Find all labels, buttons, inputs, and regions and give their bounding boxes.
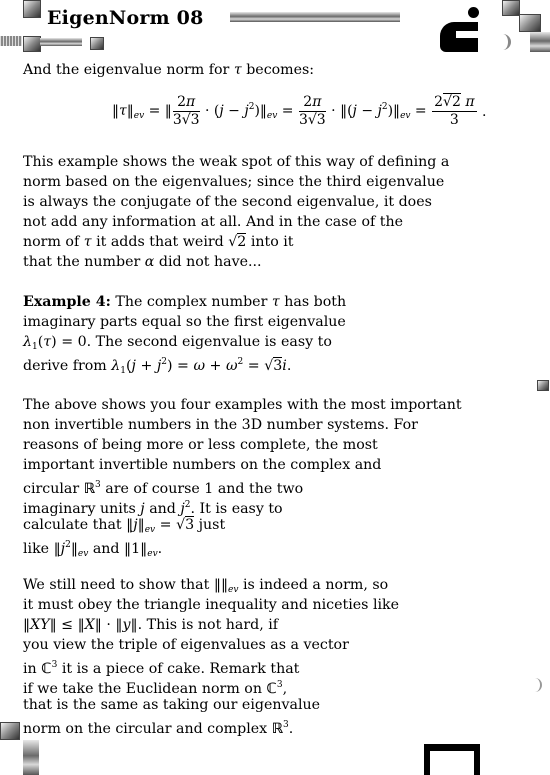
- above-line-4: important invertible numbers on the complex and: [23, 457, 382, 473]
- example4-line-4: derive from $\lambda_1(j + j^2) = \omega + \omega^2 = √3i$.: [23, 357, 292, 376]
- norm-line-6: if we take the Euclidean norm on ℂ$^3$,: [23, 680, 288, 697]
- footer-block-inner: [430, 751, 474, 775]
- norm-line-7: that is the same as taking our eigenvalue: [23, 697, 321, 713]
- above-line-3: reasons of being more or less complete, the most: [23, 437, 378, 453]
- example4-line-1: Example 4: The complex number τ has both: [23, 294, 347, 310]
- header-dot: [468, 7, 479, 18]
- footer-tile-left: [0, 722, 20, 740]
- above-line-8: like $‖j^2‖_{ev}$ and $‖1‖_{ev}$.: [23, 540, 163, 559]
- example4-line-3: $\lambda_1(\tau) = 0$. The second eigenvalue is easy to: [23, 334, 332, 352]
- norm-line-1: We still need to show that $‖‖_{ev}$ is indeed a norm, so: [23, 577, 389, 595]
- weak-line-1: This example shows the weak spot of this way of defining a: [23, 154, 450, 170]
- header-tile-5: [519, 14, 541, 32]
- header-tile-1: [23, 0, 41, 18]
- header-tile-3: [90, 37, 104, 50]
- fraction-2sqrt2pi-over-3: $\frac{2√2 \pi}{3}$: [434, 94, 475, 128]
- fraction-2pi-over-3sqrt3: $\frac{2\pi}{3√3}$: [298, 94, 326, 128]
- header-bar-small: [40, 38, 82, 46]
- norm-line-2: it must obey the triangle inequality and niceties like: [23, 597, 400, 613]
- footer-bar-left: [23, 740, 39, 775]
- header-bar-right: [530, 32, 550, 52]
- side-arc-right: [535, 678, 542, 692]
- side-tile-right: [537, 380, 549, 391]
- header-block-inner: [456, 31, 480, 38]
- weak-line-3: is always the conjugate of the second eigenvalue, it does: [23, 194, 432, 210]
- header-tile-2: [23, 36, 41, 52]
- above-line-2: non invertible numbers in the 3D number systems. For: [23, 417, 418, 433]
- norm-equation: $‖\tau‖_{ev}$ = ‖ $\frac{2\pi}{3√3}$ · $(j - j^2)‖_{ev}$ = $\frac{2\pi}{3√3}$ · ‖(j − $j^2)‖_{ev}$ = $\frac{2√2 \pi}{3}$ .: [112, 94, 487, 128]
- weak-line-5: norm of τ it adds that weird √2 into it: [23, 234, 294, 250]
- header-tile-4: [502, 0, 520, 16]
- norm-line-4: you view the triple of eigenvalues as a vector: [23, 637, 349, 653]
- fraction-2pi-over-3sqrt3: $\frac{2\pi}{3√3}$: [172, 94, 200, 128]
- above-line-6: imaginary units j and $j^2$. It is easy to: [23, 500, 283, 517]
- weak-line-6: that the number α did not have...: [23, 254, 262, 270]
- intro-line: And the eigenvalue norm for τ becomes:: [23, 62, 315, 78]
- weak-line-2: norm based on the eigenvalues; since the third eigenvalue: [23, 174, 445, 190]
- example4-line-2: imaginary parts equal so the first eigenvalue: [23, 314, 346, 330]
- norm-line-8: norm on the circular and complex ℝ$^3$.: [23, 720, 294, 737]
- above-line-1: The above shows you four examples with the most important: [23, 397, 462, 413]
- norm-line-5: in ℂ$^3$ it is a piece of cake. Remark that: [23, 660, 300, 677]
- header-arc: [500, 34, 511, 50]
- weak-line-4: not add any information at all. And in the case of the: [23, 214, 403, 230]
- above-line-7: calculate that $‖j‖_{ev} = √3$ just: [23, 517, 226, 535]
- header-decoration-left: [0, 36, 22, 46]
- above-line-5: circular ℝ$^3$ are of course 1 and the two: [23, 480, 304, 497]
- norm-line-3: ‖XY‖ ≤ ‖X‖ · ‖y‖. This is not hard, if: [23, 617, 279, 633]
- example4-label: Example 4:: [23, 294, 111, 310]
- header-bar-wide: [230, 12, 400, 22]
- page-title: EigenNorm 08: [47, 7, 204, 29]
